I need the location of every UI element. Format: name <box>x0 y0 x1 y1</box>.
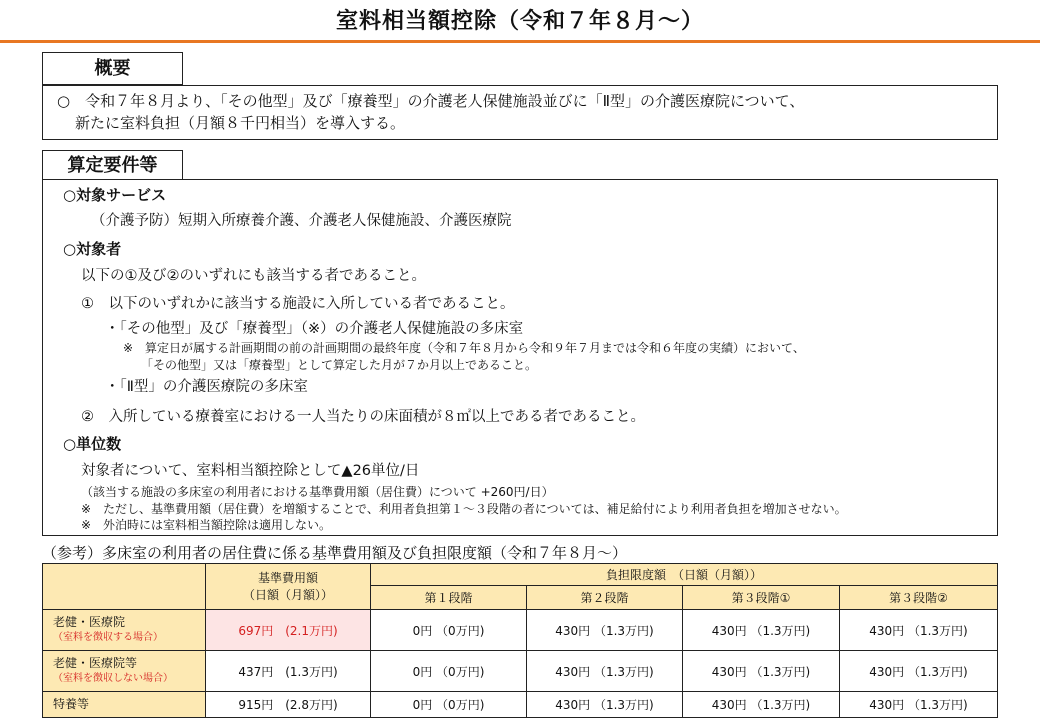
row-stage-3b: 430円 （1.3万円) <box>840 610 998 651</box>
table-header-row <box>43 564 998 586</box>
table-row <box>43 692 998 718</box>
target-intro: 以下の①及び②のいずれにも該当する者であること。 <box>81 268 426 284</box>
condition-1: ① 以下のいずれかに該当する施設に入所している者であること。 <box>81 296 515 312</box>
row-stage-3a: 430円 （1.3万円) <box>683 651 840 692</box>
condition-1-a: ・「その他型」及び「療養型」（※）の介護老人保健施設の多床室 <box>105 321 524 337</box>
row-stage-2: 430円 （1.3万円) <box>527 651 683 692</box>
header-base-line-1: 基準費用額 <box>257 570 318 585</box>
row-label: 老健・医療院等 <box>53 656 138 670</box>
unit-note-3: ※ 外泊時には室料相当額控除は適用しない。 <box>81 518 332 532</box>
header-blank-cell <box>43 564 206 610</box>
reference-table <box>42 563 998 718</box>
service-text: （介護予防）短期入所療養介護、介護老人保健施設、介護医療院 <box>91 213 512 229</box>
service-heading: ○対象サービス <box>63 186 167 204</box>
row-stage-1: 0円 （0万円) <box>371 651 527 692</box>
overview-text <box>57 90 991 134</box>
row-note: （室料を徴収する場合） <box>53 632 163 643</box>
header-base-cost <box>206 564 371 610</box>
requirements-box <box>42 179 998 536</box>
page-title: 室料相当額控除（令和７年８月～） <box>335 9 704 34</box>
unit-note-2: ※ ただし、基準費用額（居住費）を増額することで、利用者負担第１～３段階の者については、補足給付により利用者負担を増加させない。 <box>81 502 847 516</box>
overview-line-1: ○ 令和７年８月より、「その他型」及び「療養型」の介護老人保健施設並びに「Ⅱ型」の介護医療院について、 <box>57 92 805 110</box>
unit-note-1: （該当する施設の多床室の利用者における基準費用額（居住費）について +260円/日） <box>81 485 554 499</box>
row-stage-3b: 430円 （1.3万円) <box>840 692 998 718</box>
condition-1-note-1: ※ 算定日が属する計画期間の前の計画期間の最終年度（令和７年８月から令和９年７月までは令和６年度の実績）において、 <box>123 341 805 355</box>
header-base-line-2: （日額（月額）） <box>242 587 333 602</box>
header-stage-3b: 第３段階② <box>840 586 998 610</box>
title-underline <box>0 40 1040 43</box>
requirements-label: 算定要件等 <box>42 150 183 181</box>
row-base-cost: 697円 (2.1万円) <box>206 610 371 651</box>
row-stage-2: 430円 （1.3万円) <box>527 610 683 651</box>
overview-box <box>42 85 998 140</box>
row-stage-1: 0円 （0万円) <box>371 610 527 651</box>
row-stage-3a: 430円 （1.3万円) <box>683 610 840 651</box>
reference-title: （参考）多床室の利用者の居住費に係る基準費用額及び負担限度額（令和７年８月～） <box>42 544 628 562</box>
header-stage-2: 第２段階 <box>527 586 683 610</box>
condition-1-b: ・「Ⅱ型」の介護医療院の多床室 <box>105 379 308 395</box>
header-limit: 負担限度額 （日額（月額）） <box>371 564 998 586</box>
header-stage-1: 第１段階 <box>371 586 527 610</box>
condition-2: ② 入所している療養室における一人当たりの床面積が８㎡以上である者であること。 <box>81 409 645 425</box>
row-label-cell <box>43 651 206 692</box>
unit-text: 対象者について、室料相当額控除として▲26単位/日 <box>81 463 420 479</box>
overview-label: 概要 <box>42 52 183 85</box>
unit-heading: ○単位数 <box>63 435 122 453</box>
condition-1-note-2: 「その他型」又は「療養型」として算定した月が７か月以上であること。 <box>141 358 538 372</box>
overview-line-2: 新たに室料負担（月額８千円相当）を導入する。 <box>75 114 406 132</box>
row-stage-3a: 430円 （1.3万円) <box>683 692 840 718</box>
row-note: （室料を徴収しない場合） <box>53 673 173 684</box>
row-label: 老健・医療院 <box>53 615 126 629</box>
row-stage-3b: 430円 （1.3万円) <box>840 651 998 692</box>
row-label: 特養等 <box>53 697 90 711</box>
row-label-cell <box>43 692 206 718</box>
table-row <box>43 610 998 651</box>
row-base-cost: 437円 (1.3万円) <box>206 651 371 692</box>
target-heading: ○対象者 <box>63 240 122 258</box>
row-label-cell <box>43 610 206 651</box>
row-stage-1: 0円 （0万円) <box>371 692 527 718</box>
table-row <box>43 651 998 692</box>
row-stage-2: 430円 （1.3万円) <box>527 692 683 718</box>
row-base-cost: 915円 (2.8万円) <box>206 692 371 718</box>
header-stage-3a: 第３段階① <box>683 586 840 610</box>
